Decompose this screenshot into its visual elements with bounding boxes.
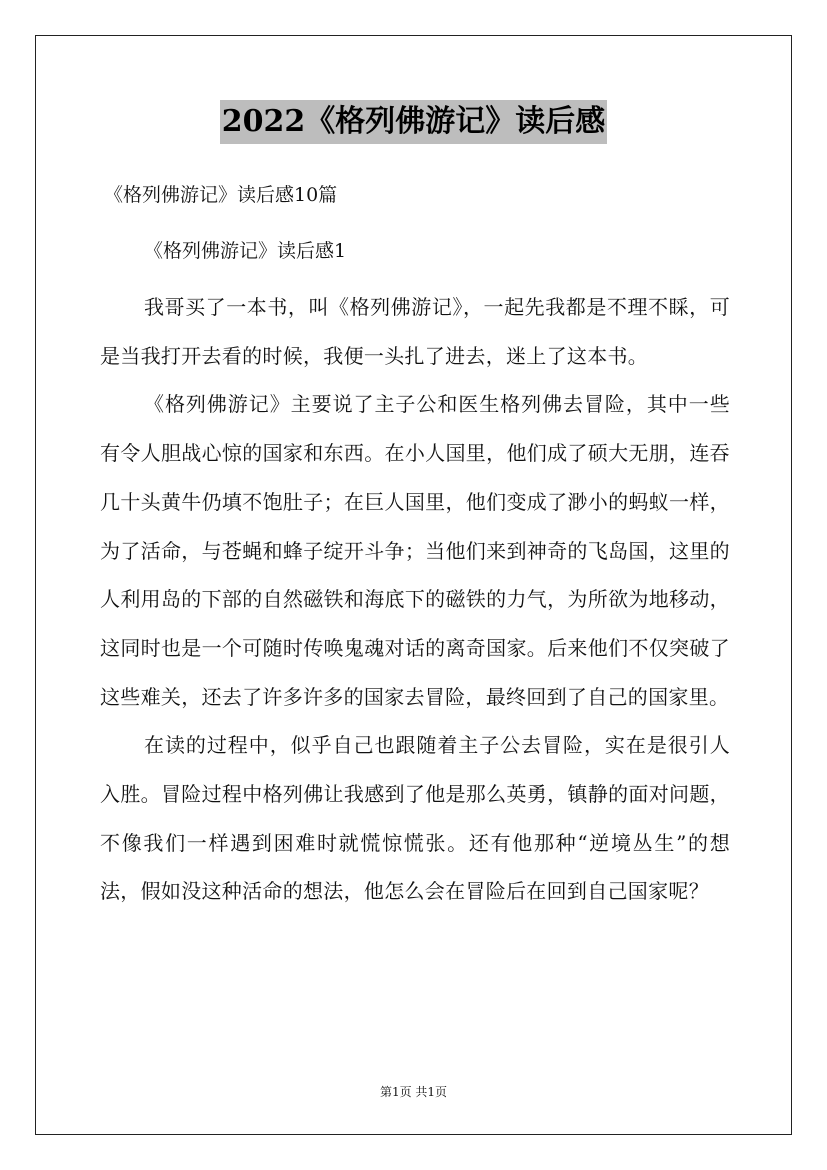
page-title: 2022《格列佛游记》读后感 xyxy=(220,100,608,144)
document-subtitle: 《格列佛游记》读后感10篇 xyxy=(104,184,338,206)
paragraph: 在读的过程中，似乎自己也跟随着主子公去冒险，实在是很引人入胜。冒险过程中格列佛让我感到了他是那么英勇，镇静的面对问题，不像我们一样遇到困难时就慌惊慌张。还有他那种“逆境丛生”的想法，假如没这种活命的想法，他怎么会在冒险后在回到自己国家呢？ xyxy=(100,733,730,904)
title-container xyxy=(0,100,827,144)
section-heading: 《格列佛游记》读后感1 xyxy=(144,240,347,262)
paragraph: 我哥买了一本书，叫《格列佛游记》，一起先我都是不理不睬，可是当我打开去看的时候，我便一头扎了进去，迷上了这本书。 xyxy=(100,295,730,368)
body-text xyxy=(100,283,730,916)
paragraph: 《格列佛游记》主要说了主子公和医生格列佛去冒险，其中一些有令人胆战心惊的国家和东西。在小人国里，他们成了硕大无朋，连吞几十头黄牛仍填不饱肚子；在巨人国里，他们变成了渺小的蚂蚁一样，为了活命，与苍蝇和蜂子绽开斗争；当他们来到神奇的飞岛国，这里的人利用岛的下部的自然磁铁和海底下的磁铁的力气，为所欲为地移动，这同时也是一个可随时传唤鬼魂对话的离奇国家。后来他们不仅突破了这些难关，还去了许多许多的国家去冒险，最终回到了自己的国家里。 xyxy=(100,392,730,709)
page-footer: 第1页 共1页 xyxy=(379,1085,448,1099)
